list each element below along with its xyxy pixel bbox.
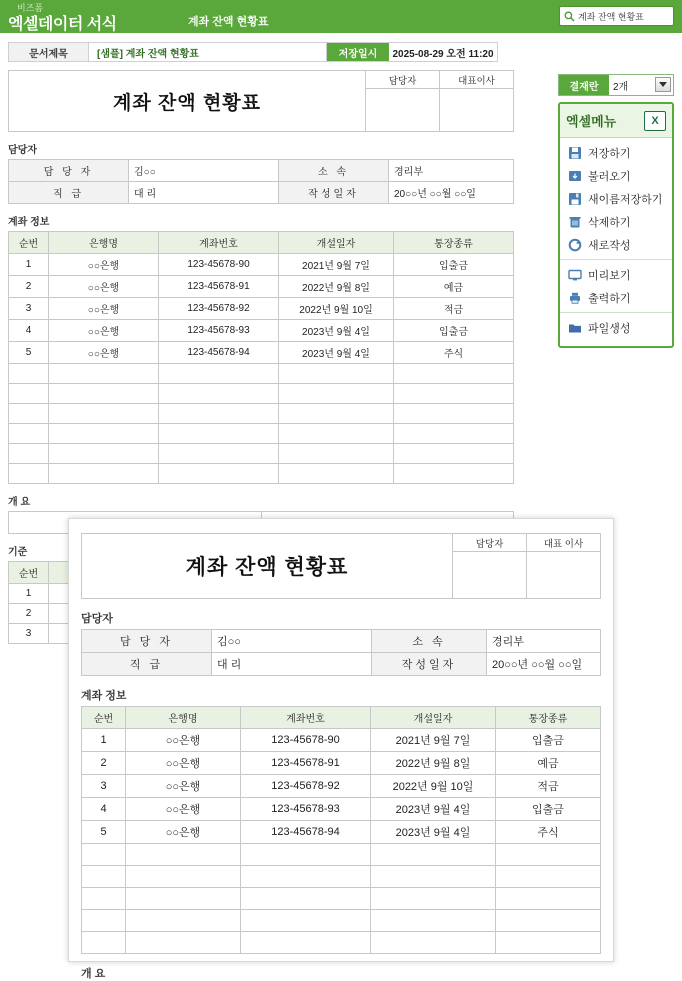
manager-label-2: 소 속 [279,160,389,182]
cell-empty[interactable] [241,910,371,932]
cell-empty[interactable] [49,364,159,384]
print-icon [567,290,582,305]
cell-empty[interactable] [159,384,279,404]
cell-account-type[interactable]: 예금 [496,752,601,775]
menu-item-save-as[interactable] [560,187,672,210]
cell-account-number[interactable]: 123-45678-90 [159,254,279,276]
cell-empty[interactable] [279,364,394,384]
cell-empty[interactable] [279,404,394,424]
manager-value-2[interactable]: 경리부 [389,160,514,182]
manager-value-3[interactable]: 대 리 [129,182,279,204]
table-row [82,653,601,676]
preview-manager-value-3[interactable]: 대 리 [212,653,372,676]
manager-section-title: 담당자 [8,145,37,156]
approval-box-label: 결재란 [559,75,609,95]
cell-empty[interactable] [9,384,49,404]
cell-empty[interactable] [496,866,601,888]
cell-no[interactable]: 5 [9,342,49,364]
cell-open-date[interactable]: 2021년 9월 7일 [371,729,496,752]
cell-empty[interactable] [394,404,514,424]
table-row [82,630,601,653]
table-header-row [82,707,601,729]
cell-empty[interactable] [49,384,159,404]
approval-count-select[interactable] [609,75,673,95]
excel-menu-group-print [560,260,672,313]
cell-empty[interactable] [279,384,394,404]
cell-open-date[interactable]: 2023년 9월 4일 [371,821,496,844]
table-row [9,320,514,342]
excel-menu-group-file [560,138,672,260]
cell-account-type[interactable]: 적금 [394,298,514,320]
table-row [9,464,514,484]
menu-item-save-label: 저장하기 [588,147,631,160]
cell-bank[interactable]: ○○은행 [49,298,159,320]
cell-empty[interactable] [126,844,241,866]
cell-account-number[interactable]: 123-45678-92 [241,775,371,798]
cell-open-date[interactable]: 2022년 9월 10일 [371,775,496,798]
table-row [9,364,514,384]
cell-no[interactable]: 3 [9,298,49,320]
cell-account-type[interactable]: 예금 [394,276,514,298]
cell-no[interactable]: 2 [9,276,49,298]
cell-bank[interactable]: ○○은행 [49,276,159,298]
cell-empty[interactable] [394,384,514,404]
table-row [82,844,601,866]
table-row [82,729,601,752]
cell-empty[interactable] [496,932,601,954]
cell-no[interactable]: 5 [82,821,126,844]
cell-empty[interactable] [9,424,49,444]
cell-empty[interactable] [159,404,279,424]
cell-account-number[interactable]: 123-45678-91 [159,276,279,298]
open-icon [567,168,582,183]
table-row [9,404,514,424]
menu-item-create-file[interactable] [560,316,672,339]
menu-item-save-as-label: 새이름저장하기 [588,193,663,206]
cell-empty[interactable] [159,464,279,484]
excel-menu-header [560,104,672,138]
excel-menu-group-file-create [560,313,672,342]
col-no: 순번 [9,232,49,254]
menu-item-new[interactable] [560,233,672,256]
cell-open-date[interactable]: 2022년 9월 10일 [279,298,394,320]
cell-account-type[interactable]: 입출금 [496,798,601,821]
preview-overview-section-title: 개 요 [81,968,106,980]
cell-no[interactable]: 1 [82,729,126,752]
cell-empty[interactable] [241,932,371,954]
signature-manager-area[interactable] [366,89,439,131]
menu-item-preview[interactable] [560,263,672,286]
cell-account-type[interactable]: 주식 [394,342,514,364]
preview-manager-value-4[interactable]: 20○○년 ○○월 ○○일 [487,653,601,676]
table-row [82,932,601,954]
cell-empty[interactable] [159,424,279,444]
chevron-down-icon[interactable] [655,77,671,92]
signature-col-ceo [439,71,513,131]
preview-signature-col-manager [453,534,526,598]
cell-empty[interactable] [126,932,241,954]
cell-open-date[interactable]: 2023년 9월 4일 [279,320,394,342]
manager-value-4[interactable]: 20○○년 ○○월 ○○일 [389,182,514,204]
manager-value-1[interactable]: 김○○ [129,160,279,182]
cell-empty[interactable] [9,464,49,484]
preview-col-bank: 은행명 [126,707,241,729]
preview-account-section-title: 계좌 정보 [81,690,127,702]
cell-account-type[interactable]: 입출금 [496,729,601,752]
document-heading: 계좌 잔액 현황표 [112,92,262,114]
preview-signature-ceo-label: 대표 이사 [527,534,600,552]
cell-account-type[interactable]: 적금 [496,775,601,798]
cell-empty[interactable] [159,364,279,384]
cell-empty[interactable] [49,424,159,444]
menu-item-open[interactable] [560,164,672,187]
manager-section [8,141,514,204]
preview-manager-label-2: 소 속 [372,630,487,653]
cell-empty[interactable] [82,910,126,932]
cell-bank[interactable]: ○○은행 [126,729,241,752]
document-title-block [8,70,514,132]
manager-table [8,159,514,204]
signature-ceo-label: 대표이사 [440,71,513,89]
preview-col-open-date: 개설일자 [371,707,496,729]
cell-empty[interactable] [126,866,241,888]
cell-empty[interactable] [9,364,49,384]
cell-account-number[interactable]: 123-45678-92 [159,298,279,320]
manager-label-4: 작성일자 [279,182,389,204]
cell-account-number[interactable]: 123-45678-90 [241,729,371,752]
table-row [82,752,601,775]
cell-no[interactable]: 4 [82,798,126,821]
cell-no[interactable]: 1 [9,254,49,276]
cell-empty[interactable] [82,866,126,888]
excel-icon-letter: X [651,114,659,127]
header-document-name: 계좌 잔액 현황표 [188,16,269,28]
search-icon [564,11,575,22]
cell-bank[interactable]: ○○은행 [126,752,241,775]
cell-empty[interactable] [279,424,394,444]
preview-manager-section-title: 담당자 [81,613,113,625]
manager-label-3: 직 급 [9,182,129,204]
cell-open-date[interactable]: 2023년 9월 4일 [371,798,496,821]
preview-signature-manager-area[interactable] [453,552,526,598]
cell-empty[interactable] [9,444,49,464]
preview-manager-table [81,629,601,676]
excel-menu-title: 엑셀메뉴 [566,114,617,129]
std-cell-no[interactable]: 3 [9,624,49,644]
cell-account-type[interactable]: 주식 [496,821,601,844]
cell-empty[interactable] [126,888,241,910]
cell-empty[interactable] [279,464,394,484]
preview-manager-value-2[interactable]: 경리부 [487,630,601,653]
cell-empty[interactable] [9,404,49,424]
cell-account-number[interactable]: 123-45678-93 [241,798,371,821]
preview-manager-section [81,610,601,676]
std-cell-no[interactable]: 1 [9,584,49,604]
cell-empty[interactable] [496,910,601,932]
preview-signature-box [452,534,600,598]
preview-title-block [81,533,601,599]
cell-empty[interactable] [82,932,126,954]
manager-label-1: 담 당 자 [9,160,129,182]
table-row [9,444,514,464]
table-row [9,276,514,298]
cell-account-number[interactable]: 123-45678-93 [159,320,279,342]
cell-empty[interactable] [49,444,159,464]
save-datetime-bar [326,42,498,62]
cell-no[interactable]: 2 [82,752,126,775]
table-row [9,160,514,182]
approval-count-value: 2개 [613,81,629,93]
table-row [9,384,514,404]
table-header-row [9,232,514,254]
cell-bank[interactable]: ○○은행 [49,342,159,364]
preview-manager-label-1: 담 당 자 [82,630,212,653]
signature-box [365,71,513,131]
preview-col-no: 순번 [82,707,126,729]
cell-account-number[interactable]: 123-45678-94 [241,821,371,844]
menu-item-delete-label: 삭제하기 [588,216,631,229]
cell-empty[interactable] [241,888,371,910]
search-query-text: 계좌 잔액 현황표 [578,11,644,22]
cell-open-date[interactable]: 2023년 9월 4일 [279,342,394,364]
cell-account-number[interactable]: 123-45678-94 [159,342,279,364]
signature-manager-label: 담당자 [366,71,439,89]
col-bank: 은행명 [49,232,159,254]
refresh-icon [567,237,582,252]
save-datetime-label: 저장일시 [327,43,389,61]
save-icon [567,145,582,160]
cell-account-type[interactable]: 입출금 [394,254,514,276]
cell-empty[interactable] [371,932,496,954]
cell-no[interactable]: 3 [82,775,126,798]
cell-empty[interactable] [394,444,514,464]
account-section-title: 계좌 정보 [8,217,50,228]
col-open-date: 개설일자 [279,232,394,254]
excel-icon [644,111,666,131]
table-row [9,342,514,364]
signature-col-manager [366,71,439,131]
folder-icon [567,320,582,335]
preview-account-table [81,706,601,954]
cell-empty[interactable] [371,888,496,910]
cell-empty[interactable] [82,844,126,866]
brand-small-label: 비즈폼 [17,3,44,13]
save-as-icon [567,191,582,206]
signature-ceo-area[interactable] [440,89,513,131]
cell-empty[interactable] [241,866,371,888]
cell-bank[interactable]: ○○은행 [49,254,159,276]
table-row [82,910,601,932]
preview-signature-ceo-area[interactable] [527,552,600,598]
table-row [82,798,601,821]
cell-empty[interactable] [82,888,126,910]
preview-document-heading: 계좌 잔액 현황표 [185,556,349,579]
approval-box-selector[interactable] [558,74,674,96]
table-row [9,424,514,444]
cell-open-date[interactable]: 2022년 9월 8일 [279,276,394,298]
cell-bank[interactable]: ○○은행 [49,320,159,342]
cell-empty[interactable] [371,844,496,866]
cell-empty[interactable] [241,844,371,866]
preview-manager-value-1[interactable]: 김○○ [212,630,372,653]
cell-empty[interactable] [394,364,514,384]
cell-empty[interactable] [49,464,159,484]
cell-empty[interactable] [394,424,514,444]
table-row [82,888,601,910]
cell-empty[interactable] [496,888,601,910]
standard-section-title: 기준 [8,547,28,558]
overview-section-title: 개 요 [8,497,31,508]
menu-item-new-label: 새로작성 [588,239,631,252]
preview-col-account-type: 통장종류 [496,707,601,729]
cell-empty[interactable] [496,844,601,866]
excel-menu-panel [558,102,674,348]
menu-item-delete[interactable] [560,210,672,233]
save-datetime-value: 2025-08-29 오전 11:20 [389,43,497,61]
col-account-type: 통장종류 [394,232,514,254]
account-section [8,213,514,484]
app-header [0,0,682,33]
table-row [9,254,514,276]
cell-empty[interactable] [126,910,241,932]
document-title-value[interactable]: [샘플] 계좌 잔액 현황표 [97,48,199,60]
cell-empty[interactable] [394,464,514,484]
menu-item-print-label: 출력하기 [588,292,631,305]
table-row [82,866,601,888]
cell-bank[interactable]: ○○은행 [126,821,241,844]
cell-account-type[interactable]: 입출금 [394,320,514,342]
preview-col-account-number: 계좌번호 [241,707,371,729]
table-row [82,775,601,798]
account-table [8,231,514,484]
cell-open-date[interactable]: 2021년 9월 7일 [279,254,394,276]
brand-title: 엑셀데이터 서식 [8,16,117,33]
cell-empty[interactable] [371,910,496,932]
menu-item-create-file-label: 파일생성 [588,322,631,335]
cell-bank[interactable]: ○○은행 [126,775,241,798]
cell-empty[interactable] [371,866,496,888]
table-row [82,821,601,844]
preview-signature-manager-label: 담당자 [453,534,526,552]
cell-no[interactable]: 4 [9,320,49,342]
menu-item-save[interactable] [560,141,672,164]
std-col-no: 순번 [9,562,49,584]
menu-item-open-label: 불러오기 [588,170,631,183]
std-cell-no[interactable]: 2 [9,604,49,624]
cell-account-number[interactable]: 123-45678-91 [241,752,371,775]
cell-open-date[interactable]: 2022년 9월 8일 [371,752,496,775]
preview-icon [567,267,582,282]
preview-manager-label-3: 직 급 [82,653,212,676]
col-account-number: 계좌번호 [159,232,279,254]
cell-bank[interactable]: ○○은행 [126,798,241,821]
preview-manager-label-4: 작성일자 [372,653,487,676]
document-title-label: 문서제목 [9,43,89,61]
preview-document [68,518,614,980]
trash-icon [567,214,582,229]
preview-account-section [81,687,601,954]
cell-empty[interactable] [159,444,279,464]
cell-empty[interactable] [49,404,159,424]
menu-item-print[interactable] [560,286,672,309]
preview-signature-col-ceo [526,534,600,598]
table-row [9,298,514,320]
table-row [9,182,514,204]
search-input[interactable] [559,6,674,26]
cell-empty[interactable] [279,444,394,464]
menu-item-preview-label: 미리보기 [588,269,631,282]
